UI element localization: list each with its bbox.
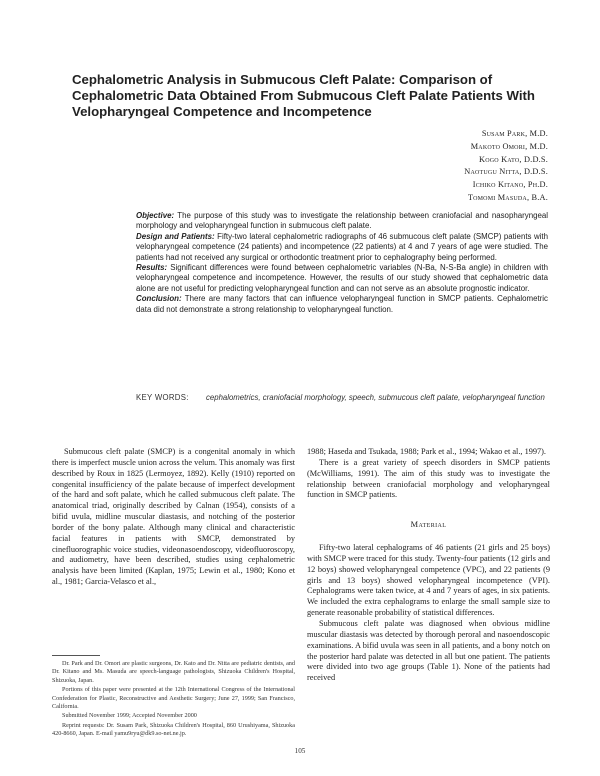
body-right-column xyxy=(307,447,550,684)
author-list xyxy=(464,128,548,205)
results-text: Significant differences were found between cephalometric variables (N-Ba, N-S-Ba angle) in children with velopharyngeal competence and incompetence. However, the results of our study showed that cephalometric data alone are not useful for predicting velopharyngeal function and can not serve as an absolute prognostic indicator. xyxy=(136,263,548,293)
keywords xyxy=(136,393,556,403)
author: Naotugu Nitta, D.D.S. xyxy=(464,167,548,177)
abstract-design xyxy=(136,232,548,263)
spacer xyxy=(307,501,550,510)
page-number: 105 xyxy=(294,747,306,755)
keywords-label: KEY WORDS: xyxy=(136,393,189,402)
title-line-3: Velopharyngeal Competence and Incompetence xyxy=(72,104,372,119)
footnote-affiliation: Dr. Park and Dr. Omori are plastic surgeons, Dr. Kato and Dr. Nitta are pediatric dentists, and Dr. Kitano and Ms. Masuda are speech-language pathologists, Shizuoka Children's Hospital, Shizuoka, Japan. xyxy=(52,660,295,684)
author: Tomomi Masuda, B.A. xyxy=(467,192,548,202)
design-text: Fifty-two lateral cephalometric radiographs of 46 submucous cleft palate (SMCP) patients with velopharyngeal competence (24 patients) and incompetence (22 patients) at 4 and 7 years of age were studied. The patients had not received any surgical or orthodontic treatment prior to cephalography being performed. xyxy=(136,231,548,262)
footnote-reprints: Reprint requests: Dr. Susam Park, Shizuoka Children's Hospital, 860 Urushiyama, Shizuoka 420-8660, Japan. E-mail yamu9ryu@dk9.so-net.ne.jp. xyxy=(52,721,295,738)
results-label: Results: xyxy=(136,263,168,273)
footnote-presented: Portions of this paper were presented at the 12th International Congress of the International Confederation for Plastic, Reconstructive and Aesthetic Surgery; June 27, 1999; San Francisco, California. xyxy=(52,686,295,711)
design-label: Design and Patients: xyxy=(136,231,215,241)
footnotes xyxy=(52,660,295,740)
body-left-column xyxy=(52,447,295,588)
article-title xyxy=(72,72,552,120)
body-paragraph: Submucous cleft palate (SMCP) is a congenital anomaly in which there is imperfect muscle union across the velum. This anomaly was first described by Roux in 1825 (Lermoyez, 1892). Kelly (1910) reported on congenital insufficiency of the palate because of imperfect development of the hard and soft palate, which he called submucous cleft palate. The anatomical triad, originally described by Calnan (1954), consists of a bifid uvula, midline muscular diastasis, and notching of the posterior border of the bony palate. Although many clinical and characteristic facial features in patients with SMCP, demonstrated by cinefluorographic voice studies, videonasoendoscopy, videofluoroscopy, and audiometry, have been described, studies using cephalometric analysis have been limited (Kaplan, 1975; Lewin et al., 1980; Kono et al., 1981; Garcia-Velasco et al., xyxy=(52,447,295,587)
footnote-submitted: Submitted November 1999; Accepted November 2000 xyxy=(62,712,197,720)
footnote-divider xyxy=(52,655,100,656)
title-line-1: Cephalometric Analysis in Submucous Cleft Palate: Comparison of xyxy=(72,72,493,87)
title-line-2: Cephalometric Data Obtained From Submucous Cleft Palate Patients With xyxy=(72,88,535,103)
body-paragraph: Submucous cleft palate was diagnosed when obvious midline muscular diastasis was detected by thorough peroral and nasoendoscopic examinations. A bifid uvula was seen in all patients, and a bony notch on the posterior hard palate was detected in all but one patient. The patients were divided into two age groups (Table 1). None of the patients had received xyxy=(307,618,550,683)
conclusion-text: There are many factors that can influence velopharyngeal function in SMCP patients. Cephalometric data did not demonstrate a strong relationship to velopharyngeal function. xyxy=(136,294,548,314)
body-paragraph: 1988; Haseda and Tsukada, 1988; Park et al., 1994; Wakao et al., 1997). xyxy=(307,447,547,456)
abstract xyxy=(136,211,548,315)
conclusion-label: Conclusion: xyxy=(136,294,182,304)
body-paragraph: Fifty-two lateral cephalograms of 46 patients (21 girls and 25 boys) with SMCP were traced for this study. Twenty-four patients (12 girls and 12 boys) showed velopharyngeal competence (VPC), and 22 patients (9 girls and 13 boys) showed velopharyngeal incompetence (VPI). Cephalograms were taken twice, at 4 and 7 years of ages, in six patients. We included the extra cephalograms to enlarge the small sample size to generate reasonable probability of statistical differences. xyxy=(307,543,550,618)
author: Susam Park, M.D. xyxy=(481,129,548,138)
objective-label: Objective: xyxy=(136,211,175,220)
author: Kogo Kato, D.D.S. xyxy=(479,154,548,164)
section-heading-material: Material xyxy=(410,520,447,530)
abstract-conclusion xyxy=(136,294,548,315)
author: Makoto Omori, M.D. xyxy=(470,141,548,151)
abstract-results xyxy=(136,263,548,294)
body-paragraph: There is a great variety of speech disorders in SMCP patients (McWilliams, 1991). The aim of this study was to investigate the relationship between craniofacial morphology and velopharyngeal function in SMCP patients. xyxy=(307,457,550,500)
objective-text: The purpose of this study was to investigate the relationship between craniofacial and nasopharyngeal morphology and velopharyngeal function in submucous cleft palate. xyxy=(136,211,548,231)
author: Ichiko Kitano, Ph.D. xyxy=(472,180,548,190)
keywords-text: cephalometrics, craniofacial morphology, speech, submucous cleft palate, velopharyngeal function xyxy=(206,393,545,402)
abstract-objective xyxy=(136,211,548,232)
